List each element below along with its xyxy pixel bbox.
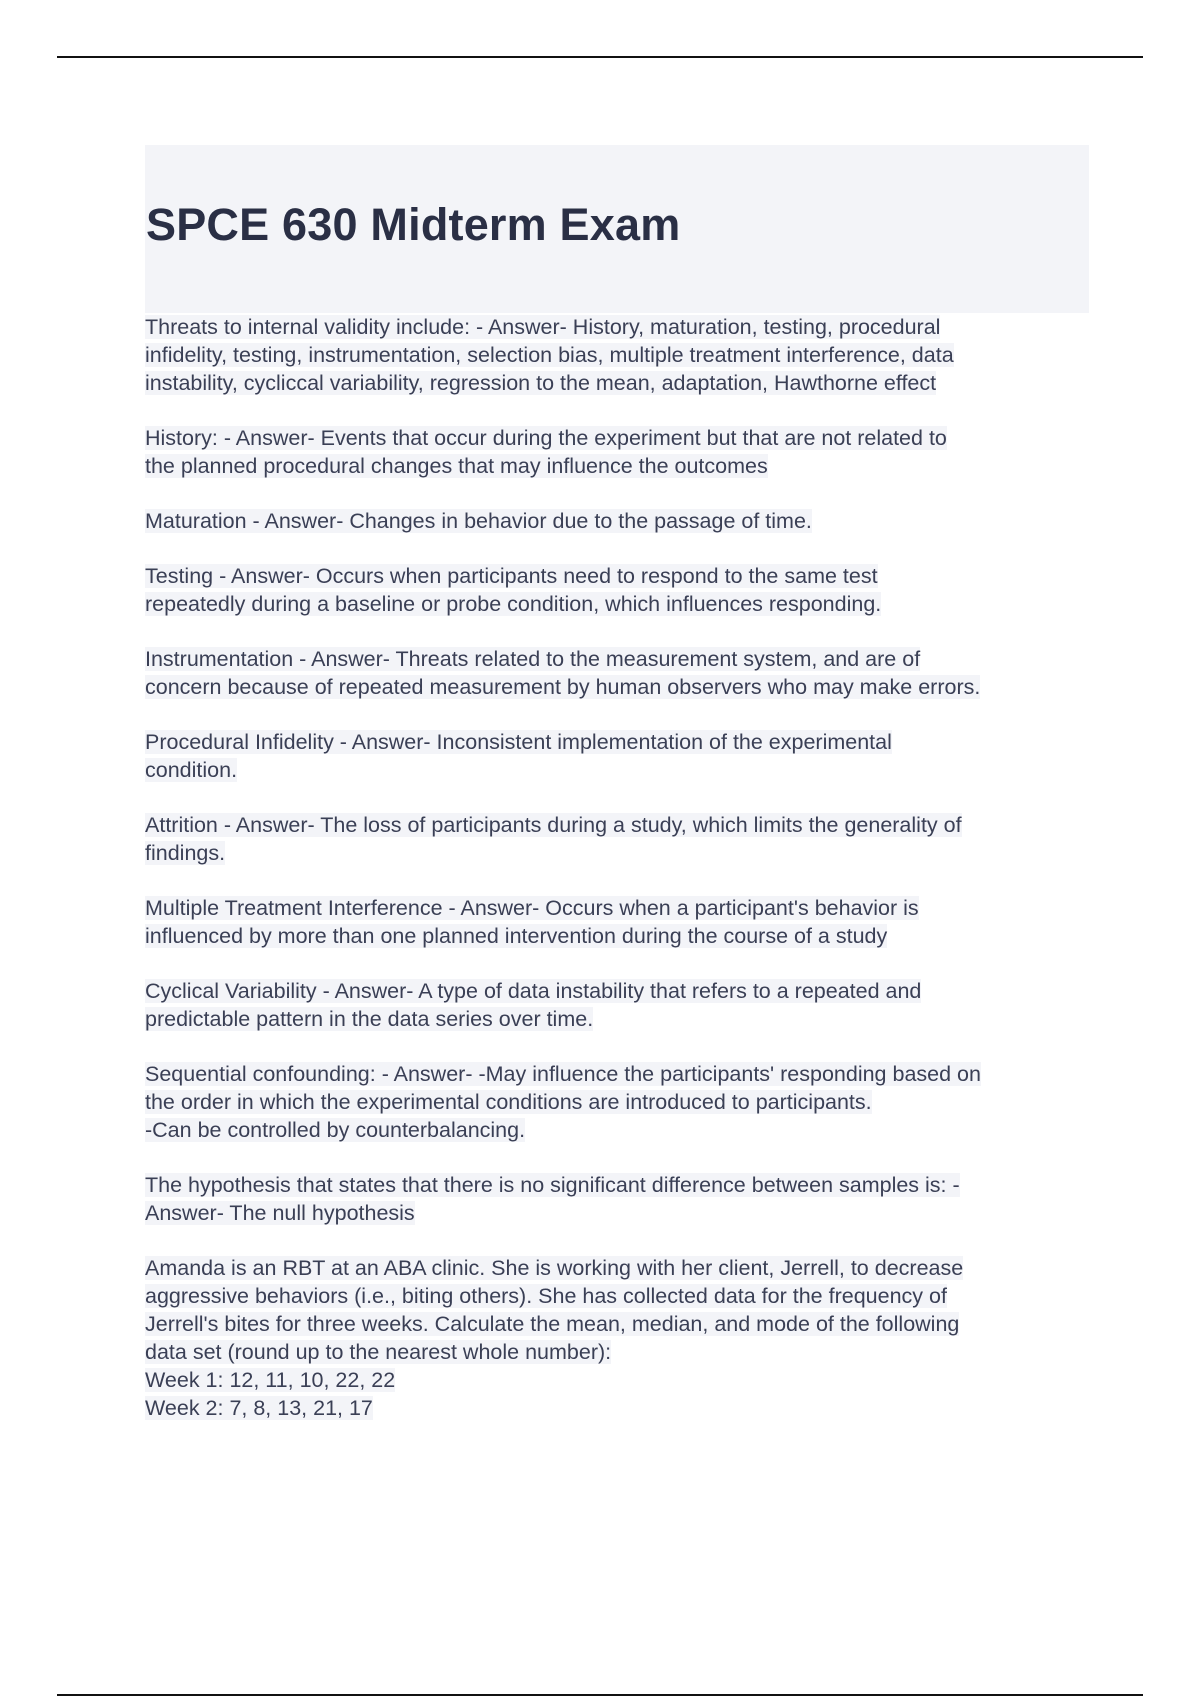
text-line: Answer- The null hypothesis: [145, 1201, 415, 1225]
text-line: Testing - Answer- Occurs when participants need to respond to the same test: [145, 564, 878, 588]
text-line: Cyclical Variability - Answer- A type of data instability that refers to a repeated and: [145, 979, 922, 1003]
text-line: Multiple Treatment Interference - Answer- Occurs when a participant's behavior is: [145, 896, 919, 920]
text-line: History: - Answer- Events that occur during the experiment but that are not related to: [145, 426, 947, 450]
text-line: repeatedly during a baseline or probe condition, which influences responding.: [145, 592, 882, 616]
text-line: instability, cycliccal variability, regression to the mean, adaptation, Hawthorne effect: [145, 371, 937, 395]
text-line: findings.: [145, 841, 226, 865]
qa-entry-attrition: [145, 811, 1095, 867]
text-line: Jerrell's bites for three weeks. Calculate the mean, median, and mode of the following: [145, 1312, 960, 1336]
text-line: -Can be controlled by counterbalancing.: [145, 1118, 526, 1142]
text-line: aggressive behaviors (i.e., biting others). She has collected data for the frequency of: [145, 1284, 947, 1308]
qa-entry-maturation: [145, 507, 1095, 535]
qa-entry-testing: [145, 562, 1095, 618]
text-line: Maturation - Answer- Changes in behavior due to the passage of time.: [145, 509, 812, 533]
qa-entry-multiple-treatment-interference: [145, 894, 1095, 950]
text-line: predictable pattern in the data series over time.: [145, 1007, 594, 1031]
text-line: Week 1: 12, 11, 10, 22, 22: [145, 1368, 396, 1392]
qa-entry-instrumentation: [145, 645, 1095, 701]
qa-entry-amanda-problem: [145, 1254, 1095, 1422]
qa-entry-null-hypothesis: [145, 1171, 1095, 1227]
text-line: Amanda is an RBT at an ABA clinic. She is working with her client, Jerrell, to decrease: [145, 1256, 964, 1280]
text-line: Procedural Infidelity - Answer- Inconsistent implementation of the experimental: [145, 730, 892, 754]
text-line: Sequential confounding: - Answer- -May influence the participants' responding based on: [145, 1062, 981, 1086]
text-line: The hypothesis that states that there is no significant difference between samples is: -: [145, 1173, 960, 1197]
text-line: concern because of repeated measurement by human observers who may make errors.: [145, 675, 981, 699]
text-line: the order in which the experimental conditions are introduced to participants.: [145, 1090, 872, 1114]
text-line: Instrumentation - Answer- Threats related to the measurement system, and are of: [145, 647, 921, 671]
qa-entry-history: [145, 424, 1095, 480]
qa-list: [145, 313, 1095, 1449]
text-line: condition.: [145, 758, 238, 782]
text-line: Threats to internal validity include: - Answer- History, maturation, testing, procedural: [145, 315, 941, 339]
qa-entry-cyclical-variability: [145, 977, 1095, 1033]
qa-entry-internal-validity: [145, 313, 1095, 397]
bottom-divider: [57, 1694, 1143, 1696]
text-line: Attrition - Answer- The loss of participants during a study, which limits the generality of: [145, 813, 962, 837]
qa-entry-sequential-confounding: [145, 1060, 1095, 1144]
text-line: infidelity, testing, instrumentation, selection bias, multiple treatment interference, data: [145, 343, 954, 367]
page-title: SPCE 630 Midterm Exam: [146, 199, 681, 250]
text-line: Week 2: 7, 8, 13, 21, 17: [145, 1396, 373, 1420]
top-divider: [57, 56, 1143, 58]
text-line: influenced by more than one planned intervention during the course of a study: [145, 924, 888, 948]
text-line: data set (round up to the nearest whole number):: [145, 1340, 612, 1364]
text-line: the planned procedural changes that may influence the outcomes: [145, 454, 768, 478]
qa-entry-procedural-infidelity: [145, 728, 1095, 784]
